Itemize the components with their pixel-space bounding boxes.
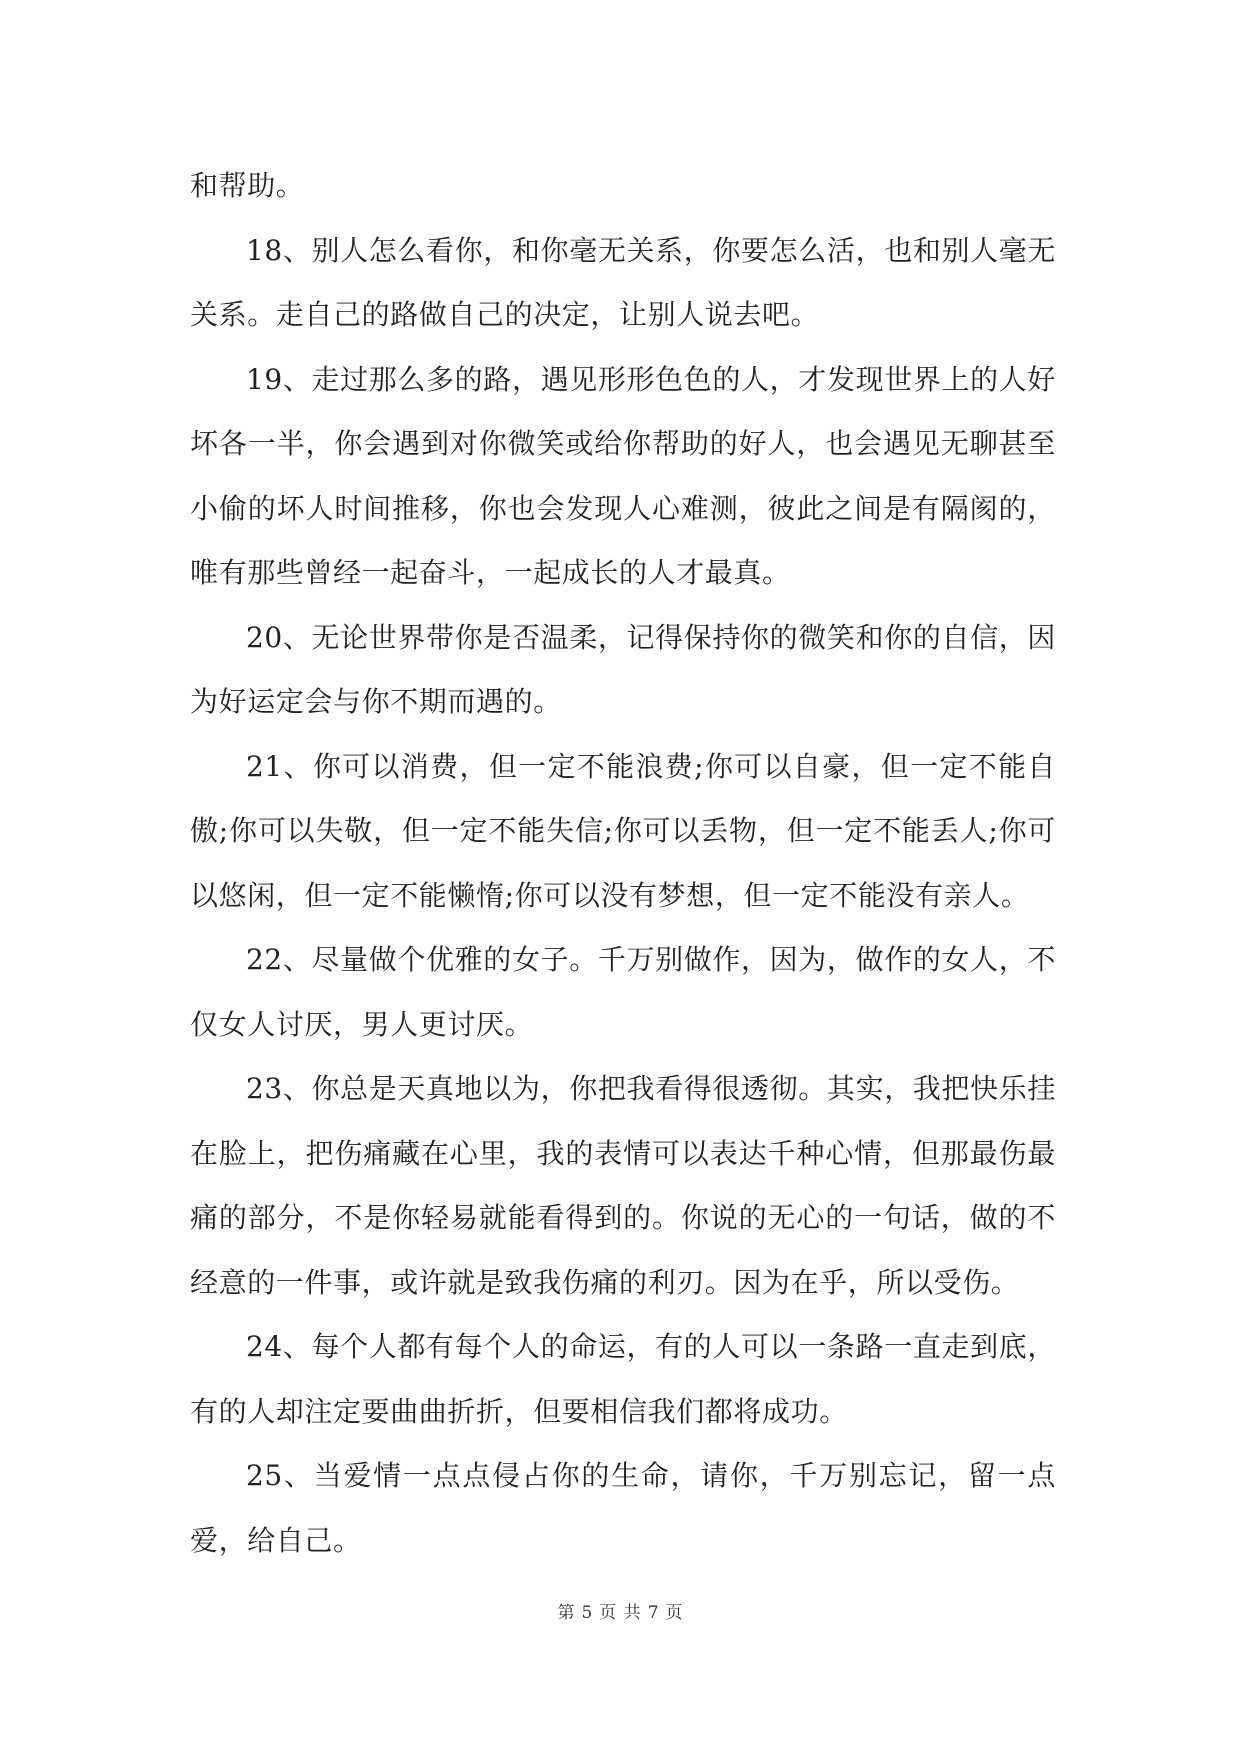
footer-prefix: 第 (557, 1603, 576, 1623)
paragraph-25: 25、当爱情一点点侵占你的生命，请你，千万别忘记，留一点爱，给自己。 (190, 1459, 1056, 1557)
footer-middle: 页 共 (599, 1603, 642, 1623)
footer-suffix: 页 (665, 1603, 684, 1623)
paragraph-20: 20、无论世界带你是否温柔，记得保持你的微笑和你的自信，因为好运定会与你不期而遇的。 (190, 620, 1056, 718)
paragraph-continuation: 和帮助。 (190, 169, 305, 202)
paragraph-21: 21、你可以消费，但一定不能浪费;你可以自豪，但一定不能自傲;你可以失敬，但一定不能失信;你可以丢物，但一定不能丢人;你可以悠闲，但一定不能懒惰;你可以没有梦想，但一定不能没有亲人。 (190, 749, 1056, 912)
paragraph-22: 22、尽量做个优雅的女子。千万别做作，因为，做作的女人，不仅女人讨厌，男人更讨厌。 (190, 943, 1056, 1041)
footer-current-page: 5 (581, 1603, 594, 1623)
footer-total-pages: 7 (647, 1603, 660, 1623)
page-footer (0, 1598, 1241, 1623)
paragraph-18: 18、别人怎么看你，和你毫无关系，你要怎么活，也和别人毫无关系。走自己的路做自己的决定，让别人说去吧。 (190, 233, 1056, 331)
body-text (190, 154, 1056, 1573)
paragraph-24: 24、每个人都有每个人的命运，有的人可以一条路一直走到底，有的人却注定要曲曲折折，但要相信我们都将成功。 (190, 1330, 1056, 1428)
paragraph-19: 19、走过那么多的路，遇见形形色色的人，才发现世界上的人好坏各一半，你会遇到对你微笑或给你帮助的好人，也会遇见无聊甚至小偷的坏人时间推移，你也会发现人心难测，彼此之间是有隔阂的，唯有那些曾经一起奋斗，一起成长的人才最真。 (190, 362, 1056, 589)
paragraph-23: 23、你总是天真地以为，你把我看得很透彻。其实，我把快乐挂在脸上，把伤痛藏在心里，我的表情可以表达千种心情，但那最伤最痛的部分，不是你轻易就能看得到的。你说的无心的一句话，做的不经意的一件事，或许就是致我伤痛的利刃。因为在乎，所以受伤。 (190, 1072, 1056, 1299)
